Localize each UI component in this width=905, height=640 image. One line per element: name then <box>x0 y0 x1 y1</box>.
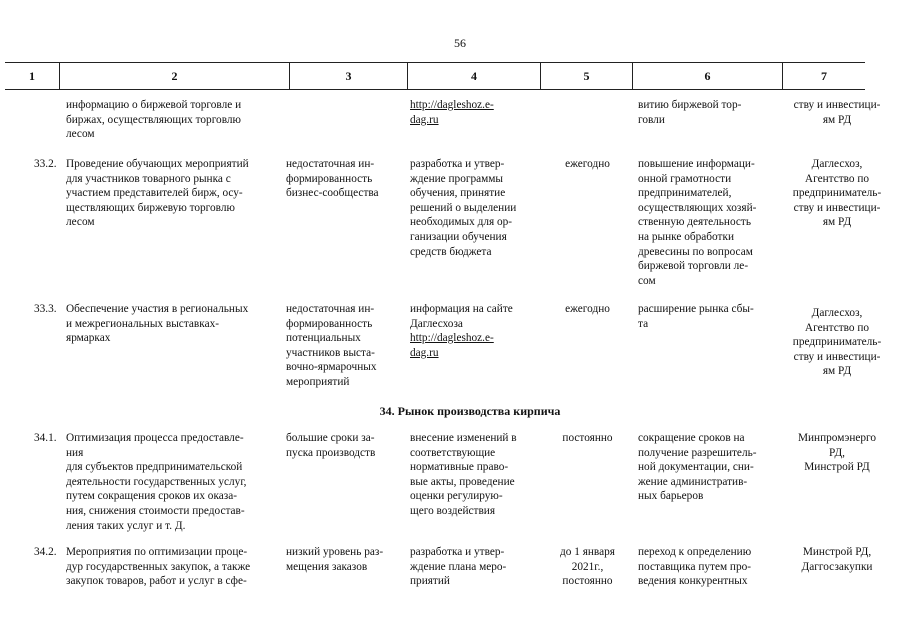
row-3-col-2: Оптимизация процесса предоставле- ния для субъектов предпринимательской деятельности государственных услуг, путем сокращения сроков их оказа- ния, снижения стоимости предостав- ления таких услуг и т. Д. <box>66 432 247 532</box>
row-1-col-5: ежегодно <box>565 158 610 170</box>
row-0-link[interactable]: http://dagleshoz.e- dag.ru <box>410 99 494 126</box>
row-1-col-3: недостаточная ин- формированность бизнес-сообщества <box>286 158 379 200</box>
row-2-col-4: информация на сайте Даглесхоза <box>410 303 513 330</box>
header-col-6: 6 <box>633 63 783 89</box>
row-2-col-3: недостаточная ин- формированность потенциальных участников выста- вочно-ярмарочных мероприятий <box>286 303 377 388</box>
row-1-col-6: повышение информаци- онной грамотности предпринимателей, осуществляющих хозяй- ственную деятельность на рынке обработки древесины по вопросам биржевой торговли ле- сом <box>638 158 757 287</box>
row-1-num: 33.2. <box>34 158 57 170</box>
row-2-col-7: Даглесхоз, Агентство по предприниматель- ству и инвестици- ям РД <box>792 307 882 378</box>
header-col-1: 1 <box>5 63 60 89</box>
row-0-col-7: ству и инвестици- ям РД <box>793 99 881 126</box>
header-col-4: 4 <box>408 63 541 89</box>
row-2-col-6: расширение рынка сбы- та <box>638 303 754 330</box>
row-3-col-5: постоянно <box>562 432 613 444</box>
page-number: 56 <box>454 36 466 50</box>
row-0-col-6: витию биржевой тор- говли <box>638 99 742 126</box>
header-col-7: 7 <box>821 68 827 83</box>
row-1-col-2: Проведение обучающих мероприятий для участников товарного рынка с участием представителей бирж, осу- ществляющих биржевую торговлю лесом <box>66 158 249 229</box>
header-col-5: 5 <box>541 63 633 89</box>
header-col-3: 3 <box>290 63 408 89</box>
row-3-col-3: большие сроки за- пуска производств <box>286 432 376 459</box>
row-1-col-4: разработка и утвер- ждение программы обучения, принятие решений о выделении необходимых для ор- ганизации обучения средств бюджета <box>410 158 517 258</box>
row-2-col-2: Обеспечение участия в региональных и межрегиональных выставках- ярмарках <box>66 303 249 345</box>
row-4-num: 34.2. <box>34 546 57 558</box>
row-4-col-4: разработка и утвер- ждение плана меро- приятий <box>410 546 507 588</box>
row-3-col-4: внесение изменений в соответствующие нормативные право- вые акты, проведение оценки регулирую- щего воздействия <box>410 432 517 517</box>
row-4-col-2: Мероприятия по оптимизации проце- дур государственных закупок, а также закупок товаров, работ и услуг в сфе- <box>66 546 251 588</box>
row-4-col-5: до 1 января 2021г., постоянно <box>560 546 615 588</box>
section-title: 34. Рынок производства кирпича <box>379 404 561 418</box>
row-2-col-5: ежегодно <box>565 303 610 315</box>
header-col-2: 2 <box>60 63 290 89</box>
row-4-col-6: переход к определению поставщика путем про- ведения конкурентных <box>638 546 752 588</box>
row-3-col-6: сокращение сроков на получение разрешитель- ной документации, сни- жение административ- ных барьеров <box>638 432 757 503</box>
row-4-col-3: низкий уровень раз- мещения заказов <box>286 546 384 573</box>
row-3-col-7: Минпромэнерго РД, Минстрой РД <box>797 432 877 474</box>
row-3-num: 34.1. <box>34 432 57 444</box>
row-2-num: 33.3. <box>34 303 57 315</box>
row-4-col-7: Минстрой РД, Даггосзакупки <box>801 546 873 573</box>
row-1-col-7: Даглесхоз, Агентство по предприниматель- ству и инвестици- ям РД <box>792 158 882 229</box>
table-header <box>5 62 865 90</box>
row-0-col-2: информацию о биржевой торговле и биржах, осуществляющих торговлю лесом <box>66 99 242 141</box>
row-2-link[interactable]: http://dagleshoz.e- dag.ru <box>410 332 494 359</box>
